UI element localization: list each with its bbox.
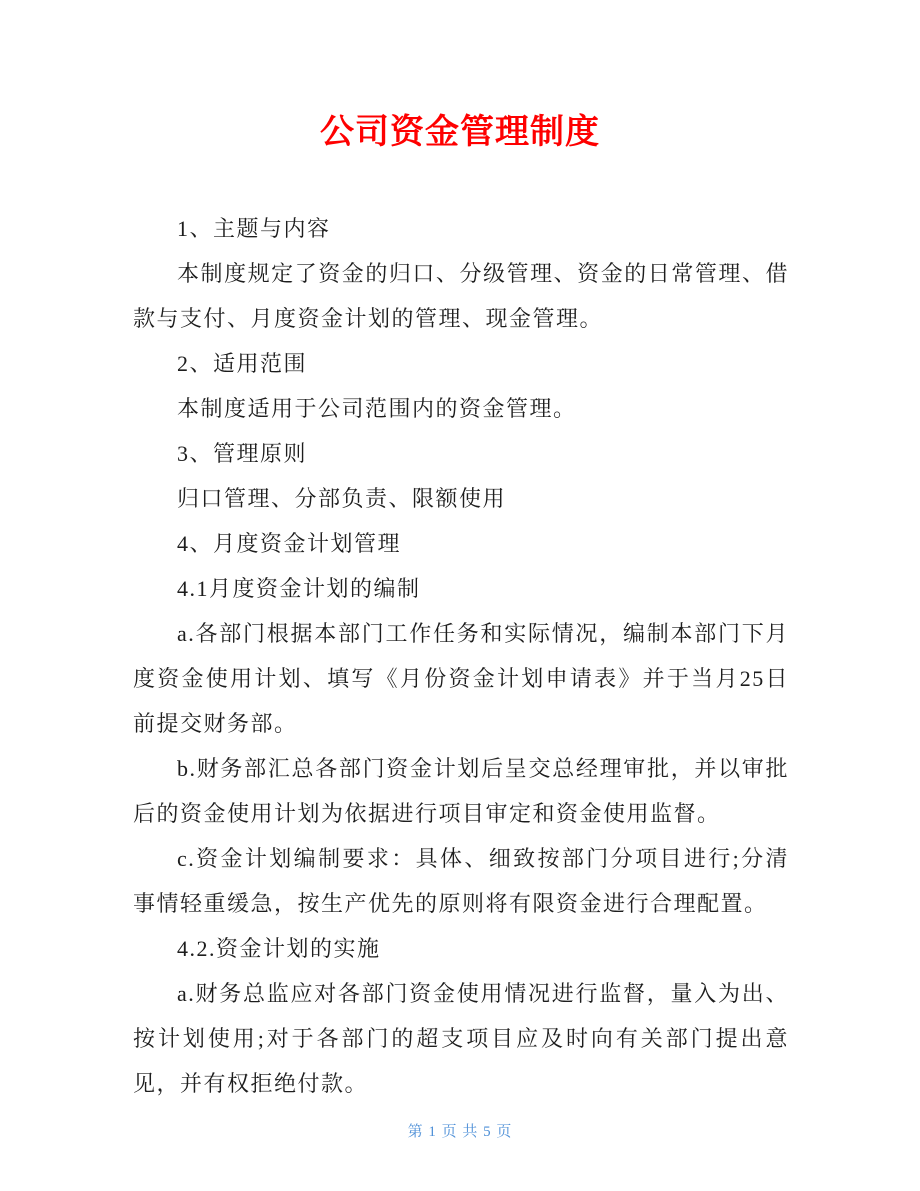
paragraph: 1、主题与内容 xyxy=(177,216,331,241)
paragraph: a.财务总监应对各部门资金使用情况进行监督，量入为出、按计划使用;对于各部门的超支项目应及时向有关部门提出意见，并有权拒绝付款。 xyxy=(133,981,789,1096)
paragraph: c.资金计划编制要求：具体、细致按部门分项目进行;分清事情轻重缓急，按生产优先的原则将有限资金进行合理配置。 xyxy=(133,846,789,916)
paragraph: 本制度规定了资金的归口、分级管理、资金的日常管理、借款与支付、月度资金计划的管理、现金管理。 xyxy=(133,261,789,331)
paragraph: 2、适用范围 xyxy=(177,351,308,376)
page-number-footer: 第 1 页 共 5 页 xyxy=(407,1124,513,1140)
paragraph: 4、月度资金计划管理 xyxy=(177,531,402,556)
paragraph: 归口管理、分部负责、限额使用 xyxy=(177,486,507,511)
paragraph: 3、管理原则 xyxy=(177,441,308,466)
document-title: 公司资金管理制度 xyxy=(320,113,600,151)
paragraph: b.财务部汇总各部门资金计划后呈交总经理审批，并以审批后的资金使用计划为依据进行项目审定和资金使用监督。 xyxy=(133,756,789,826)
paragraph: 4.2.资金计划的实施 xyxy=(177,936,381,961)
paragraph: 4.1月度资金计划的编制 xyxy=(177,576,421,601)
document-body xyxy=(133,206,789,1106)
paragraph: 本制度适用于公司范围内的资金管理。 xyxy=(177,396,577,421)
paragraph: a.各部门根据本部门工作任务和实际情况，编制本部门下月度资金使用计划、填写《月份资金计划申请表》并于当月25日前提交财务部。 xyxy=(133,621,789,736)
